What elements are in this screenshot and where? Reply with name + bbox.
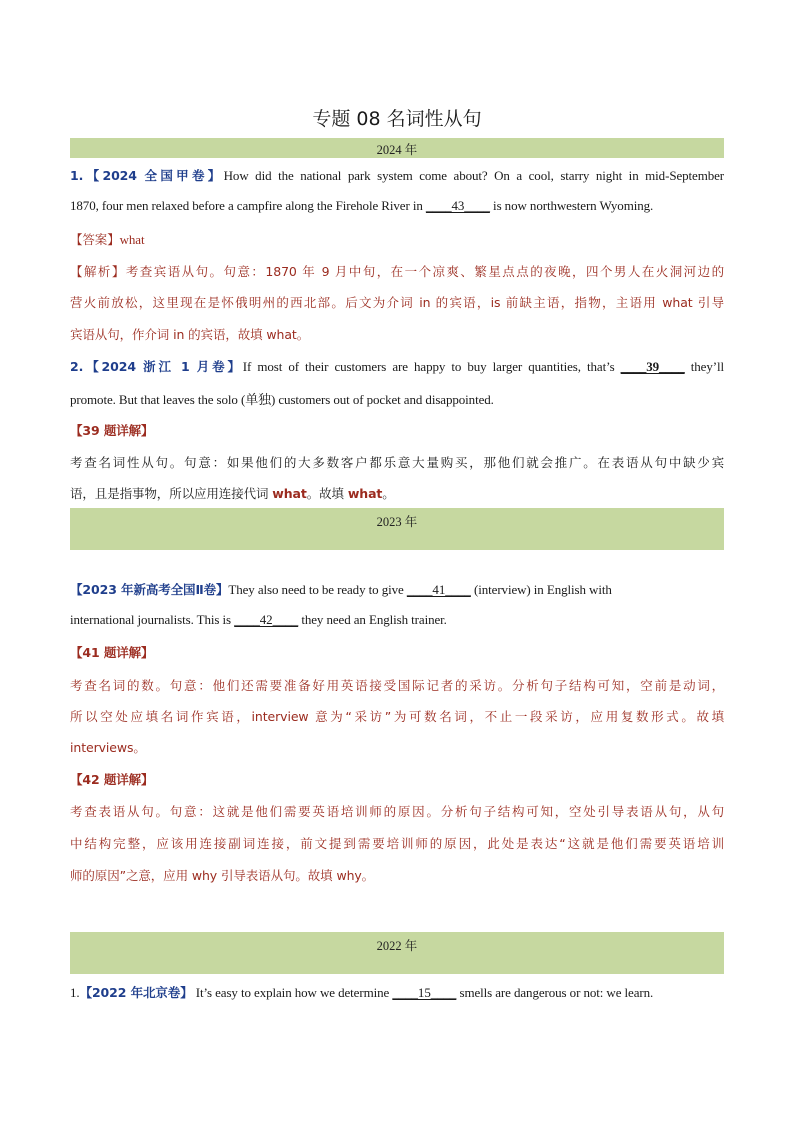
q1-text: How did the national park system come about? On a cool, starry night in mid-September xyxy=(223,168,725,183)
detail-answer: what xyxy=(347,486,383,501)
q3-blank-41: ____41____ xyxy=(406,582,471,597)
q1-text: 1870, four men relaxed before a campfire along the Firehole River in xyxy=(70,198,426,213)
q2-detail-tag xyxy=(70,421,724,439)
q1-analysis-line-3: 宾语从句，作介词 in 的宾语，故填 what。 xyxy=(70,327,310,342)
answer-tag: 【答案】 xyxy=(70,232,120,247)
q1-blank: ____43____ xyxy=(425,198,490,213)
answer-value: what xyxy=(119,232,145,247)
analysis-text: 考查宾语从句。句意：1870 年 9 月中旬，在一个凉爽、繁星点点的夜晚，四个男人在火洞河边的 xyxy=(125,264,724,279)
q3-source: 【2023 年新高考全国Ⅱ卷】 xyxy=(70,582,229,597)
q2-text: they’ll xyxy=(684,359,724,374)
q2-detail-line-2 xyxy=(70,484,724,502)
q4-text: It’s easy to explain how we determine xyxy=(192,985,393,1000)
page-title: 专题 08 名词性从句 xyxy=(312,108,482,130)
q4-blank: ____15____ xyxy=(392,985,457,1000)
q3-text: (interview) in English with xyxy=(470,582,612,597)
q1-analysis-line-2: 营火前放松，这里现在是怀俄明州的西北部。后文为介词 in 的宾语，is 前缺主语，指物，主语用 what 引导 xyxy=(70,295,724,310)
q1-number: 1. xyxy=(70,168,84,183)
q2-source: 【2024 浙江 1 月卷】 xyxy=(83,359,243,374)
q41-detail-line-2: 所以空处应填名词作宾语，interview 意为“采访”为可数名词，不止一段采访，应用复数形式。故填 xyxy=(70,709,724,724)
q3-text: international journalists. This is xyxy=(70,612,235,627)
q41-detail-tag xyxy=(70,643,724,661)
q3-blank-42: ____42____ xyxy=(234,612,299,627)
q4-number: 1. xyxy=(70,985,80,1000)
q2-text: If most of their customers are happy to buy larger quantities, that’s xyxy=(242,359,621,374)
q3-text: they need an English trainer. xyxy=(298,612,447,627)
detail-text: 语，且是指事物，所以应用连接代词 xyxy=(70,486,273,501)
section-year-label: 2023 年 xyxy=(376,515,418,529)
q42-detail-line-1: 考查表语从句。句意：这就是他们需要英语培训师的原因。分析句子结构可知，空处引导表语从句，从句 xyxy=(70,804,724,819)
q1-answer xyxy=(70,230,724,248)
section-header-2024 xyxy=(70,138,724,158)
detail-tag: 【42 题详解】 xyxy=(70,772,154,787)
q4-source: 【2022 年北京卷】 xyxy=(79,985,193,1000)
q1-line-1 xyxy=(70,166,724,184)
q1-analysis-line-1 xyxy=(70,262,724,280)
detail-text: 。故填 xyxy=(306,486,348,501)
detail-answer: what xyxy=(272,486,307,501)
q2-number: 2. xyxy=(70,359,84,374)
q1-line-2 xyxy=(70,198,724,214)
detail-tag: 【41 题详解】 xyxy=(70,645,154,660)
q1-source: 【2024 全国甲卷】 xyxy=(83,168,224,183)
section-header-2023 xyxy=(70,508,724,550)
q1-text: is now northwestern Wyoming. xyxy=(489,198,654,213)
q3-line-1 xyxy=(70,580,724,598)
q2-line-2: promote. But that leaves the solo (单独) customers out of pocket and disappointed. xyxy=(70,392,494,407)
section-year-label: 2024 年 xyxy=(376,143,418,157)
q3-line-2 xyxy=(70,612,724,628)
detail-tag: 【39 题详解】 xyxy=(70,423,154,438)
q41-detail-line-1: 考查名词的数。句意：他们还需要准备好用英语接受国际记者的采访。分析句子结构可知，空前是动词， xyxy=(70,678,724,693)
q2-detail-line-1: 考查名词性从句。句意：如果他们的大多数客户都乐意大量购买，那他们就会推广。在表语从句中缺少宾 xyxy=(70,455,724,470)
section-year-label: 2022 年 xyxy=(376,939,418,953)
q42-detail-tag xyxy=(70,770,724,788)
q4-line-1 xyxy=(70,983,724,1001)
q42-detail-line-2: 中结构完整，应该用连接副词连接，前文提到需要培训师的原因，此处是表达“这就是他们需要英语培训 xyxy=(70,836,724,851)
section-header-2022 xyxy=(70,932,724,974)
q2-line-1 xyxy=(70,357,724,375)
q41-detail-line-3: interviews。 xyxy=(70,740,146,755)
analysis-tag: 【解析】 xyxy=(70,264,126,279)
detail-text: 。 xyxy=(382,486,395,501)
q3-text: They also need to be ready to give xyxy=(228,582,407,597)
q4-text: smells are dangerous or not: we learn. xyxy=(456,985,654,1000)
q2-blank: ____39____ xyxy=(620,359,685,374)
q42-detail-line-3: 师的原因”之意，应用 why 引导表语从句。故填 why。 xyxy=(70,868,375,883)
